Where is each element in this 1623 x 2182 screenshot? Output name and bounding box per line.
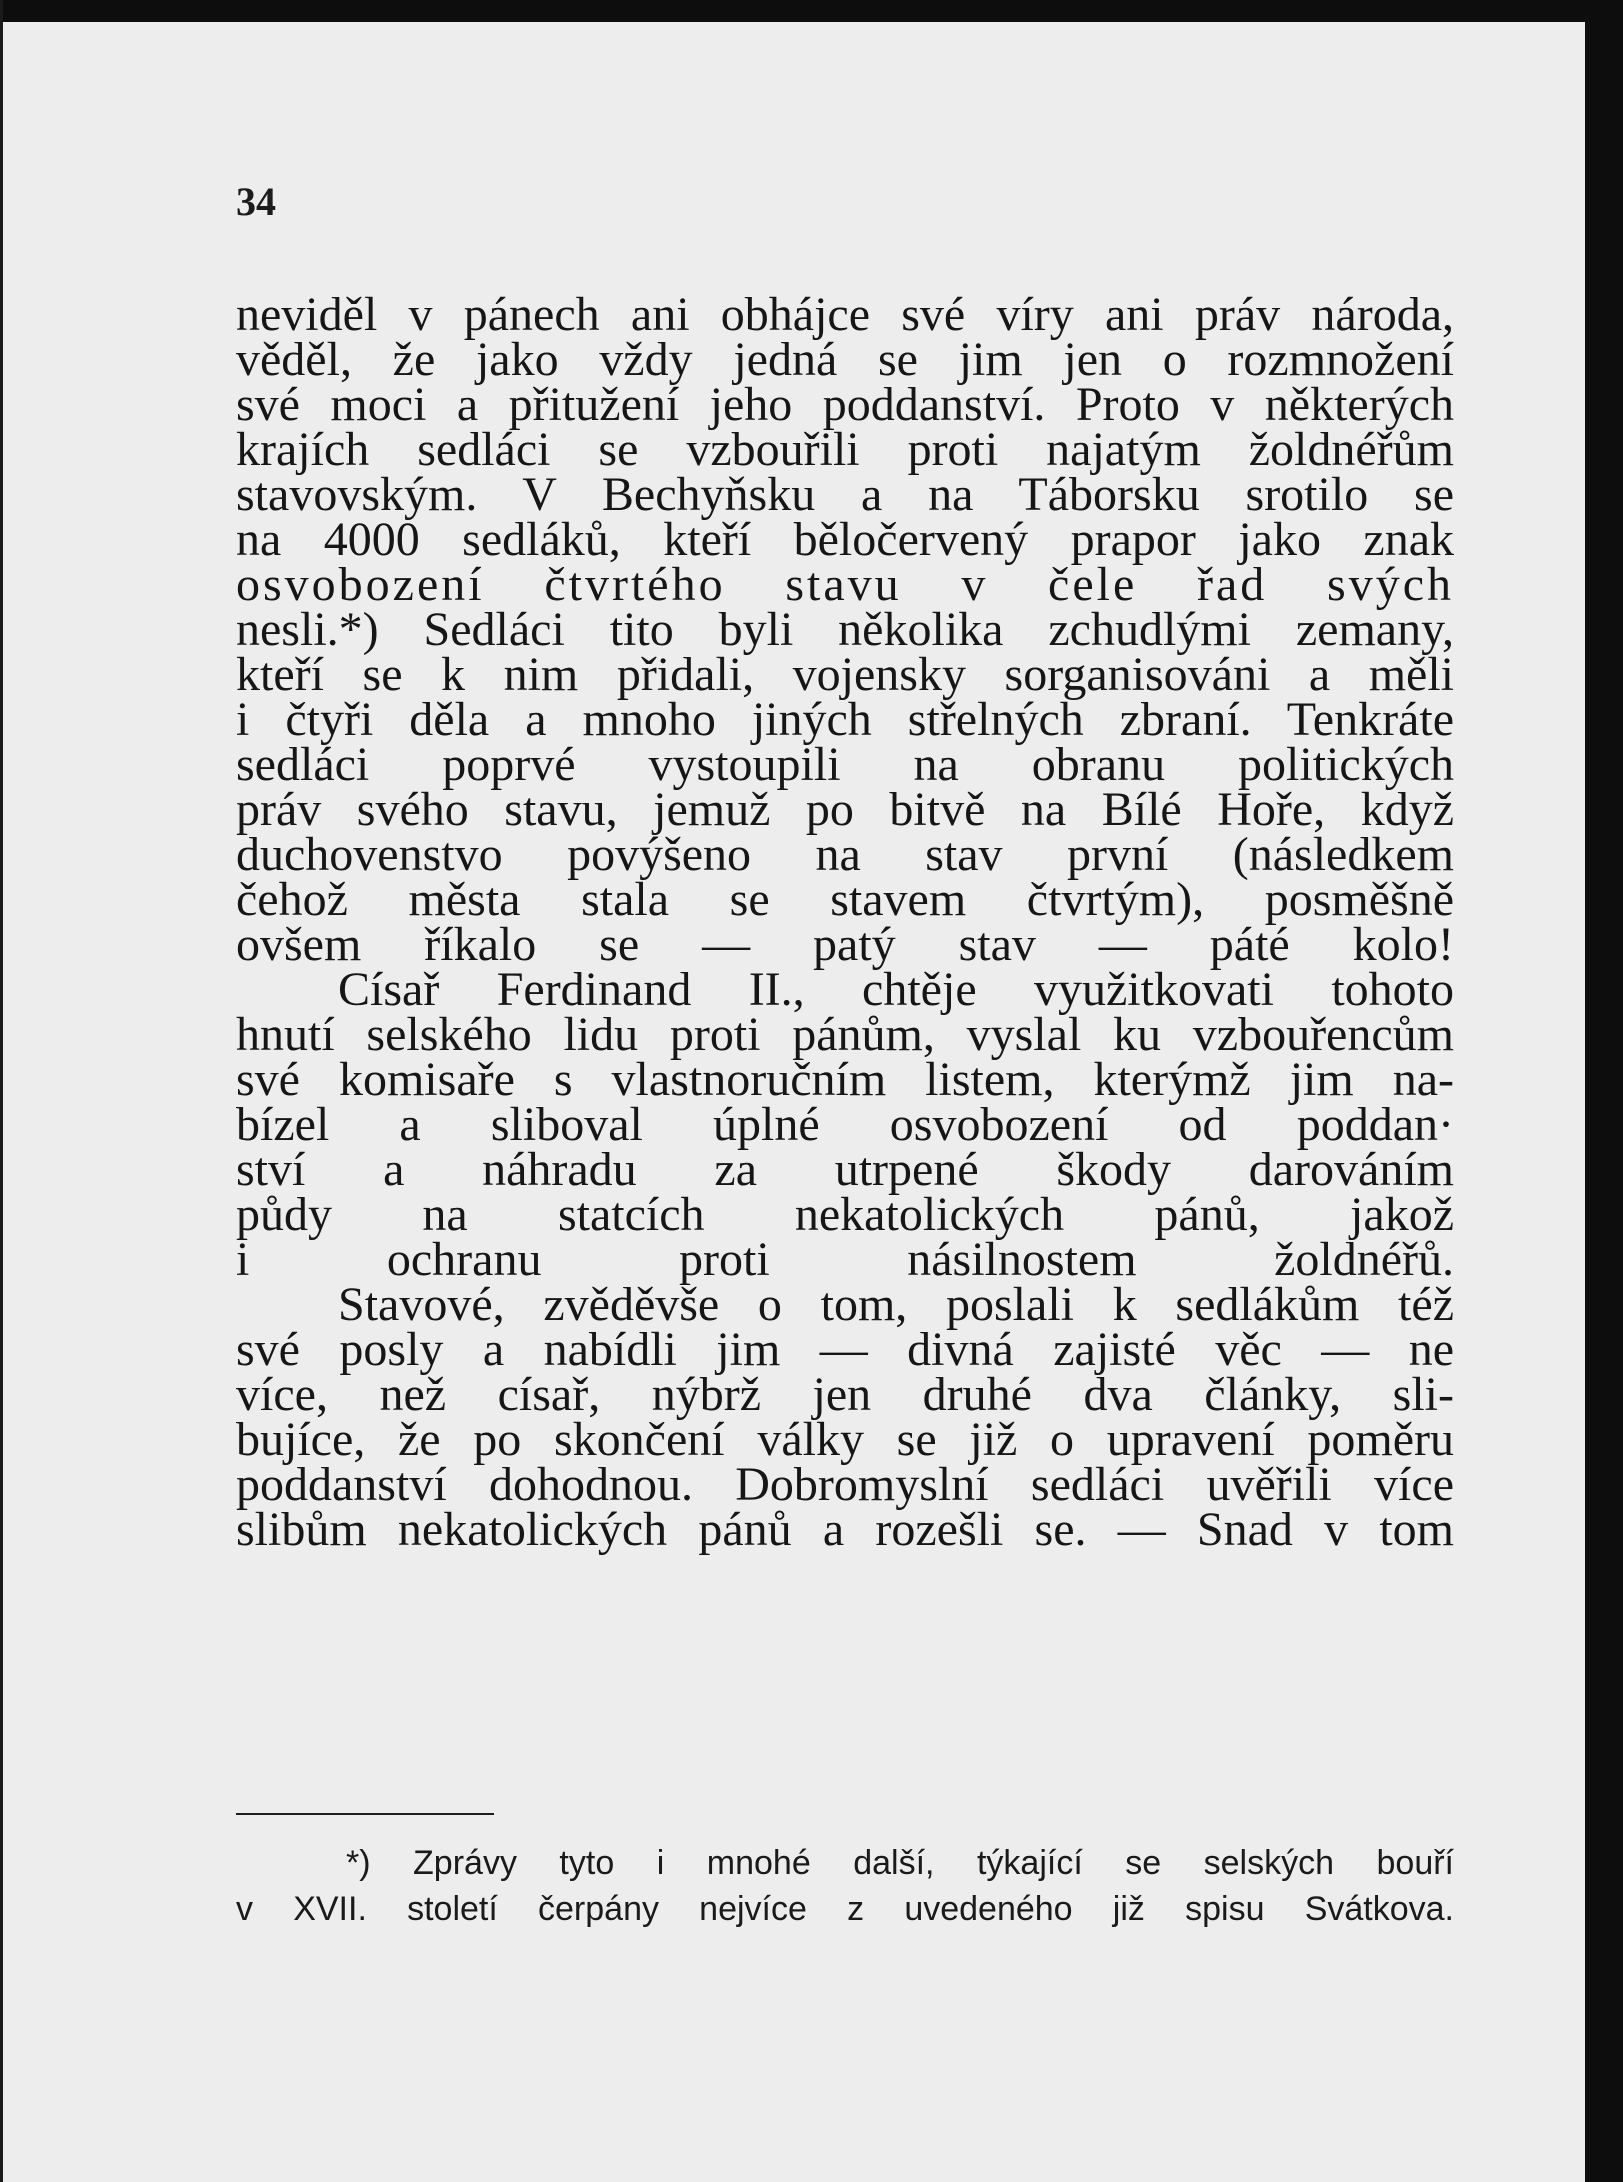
text-line: ství a náhradu za utrpené škody darováním xyxy=(236,1143,1454,1196)
text-line: své komisaře s vlastnoručním listem, kterýmž jim na- xyxy=(236,1053,1454,1106)
text-line: Stavové, zvěděvše o tom, poslali k sedlákům též xyxy=(338,1278,1454,1331)
page-number: 34 xyxy=(236,179,276,224)
text-line: sedláci poprvé vystoupili na obranu politických xyxy=(236,738,1454,791)
text-line: věděl, že jako vždy jedná se jim jen o rozmnožení xyxy=(236,333,1454,386)
text-line: i čtyři děla a mnoho jiných střelných zbraní. Tenkráte xyxy=(236,693,1454,746)
text-line: bízel a sliboval úplné osvobození od poddan· xyxy=(236,1098,1454,1151)
text-line: slibům nekatolických pánů a rozešli se. — Snad v tom xyxy=(236,1503,1454,1556)
footnote-line: *) Zprávy tyto i mnohé další, týkající se selských bouří xyxy=(346,1844,1454,1882)
text-line: krajích sedláci se vzbouřili proti najatým žoldnéřům xyxy=(236,423,1454,476)
text-line: osvobození čtvrtého stavu v čele řad svých xyxy=(236,558,1454,611)
text-line: Císař Ferdinand II., chtěje využitkovati tohoto xyxy=(338,963,1454,1016)
text-line: více, než císař, nýbrž jen druhé dva články, sli- xyxy=(236,1368,1454,1421)
text-line: své posly a nabídli jim — divná zajisté věc — ne xyxy=(236,1323,1454,1376)
text-line: čehož města stala se stavem čtvrtým), posměšně xyxy=(236,873,1454,926)
text-line: ovšem říkalo se — patý stav — páté kolo! xyxy=(236,918,1454,971)
text-line: duchovenstvo povýšeno na stav první (následkem xyxy=(236,828,1454,881)
scan-edge xyxy=(0,0,3,2182)
text-line: své moci a přitužení jeho poddanství. Proto v některých xyxy=(236,378,1454,431)
text-line: bujíce, že po skončení války se již o upravení poměru xyxy=(236,1413,1454,1466)
footnote-rule xyxy=(236,1813,494,1815)
footnote xyxy=(236,1840,1454,1932)
body-text xyxy=(236,288,1454,1556)
text-line: i ochranu proti násilnostem žoldnéřů. xyxy=(236,1233,1454,1286)
footnote-line: v XVII. století čerpány nejvíce z uvedeného již spisu Svátkova. xyxy=(236,1890,1454,1928)
text-line: neviděl v pánech ani obhájce své víry ani práv národa, xyxy=(236,288,1454,341)
text-line: hnutí selského lidu proti pánům, vyslal ku vzbouřencům xyxy=(236,1008,1454,1061)
text-line: na 4000 sedláků, kteří běločervený prapor jako znak xyxy=(236,513,1454,566)
text-line: půdy na statcích nekatolických pánů, jakož xyxy=(236,1188,1454,1241)
text-line: stavovským. V Bechyňsku a na Táborsku srotilo se xyxy=(236,468,1454,521)
text-line: práv svého stavu, jemuž po bitvě na Bílé Hoře, když xyxy=(236,783,1454,836)
text-line: kteří se k nim přidali, vojensky sorganisováni a měli xyxy=(236,648,1454,701)
text-line: poddanství dohodnou. Dobromyslní sedláci uvěřili více xyxy=(236,1458,1454,1511)
text-line: nesli.*) Sedláci tito byli několika zchudlými zemany, xyxy=(236,603,1454,656)
